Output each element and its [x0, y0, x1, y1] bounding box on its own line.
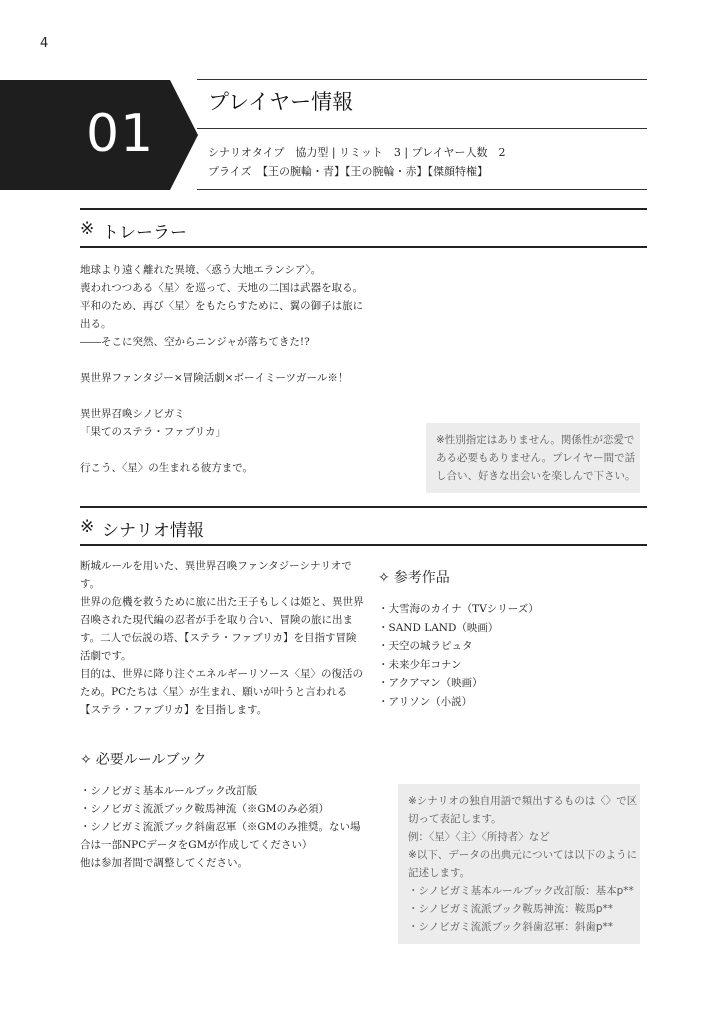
trailer-line: 異世界召喚シノビガミ [80, 408, 185, 420]
references-heading [378, 567, 450, 587]
trailer-text [80, 261, 363, 477]
trailer-line: 「果てのステラ・ファブリカ」 [80, 426, 227, 438]
scenario-line: す。二人で伝説の塔、【ステラ・ファブリカ】を目指す冒険 [80, 632, 357, 644]
prize-meta: プライズ 【王の腕輪・青】【王の腕輪・赤】【傑顔特権】 [208, 165, 489, 178]
scenario-line: 世界の危機を救うために旅に出た王子もしくは姫と、異世界 [80, 596, 364, 608]
note-line: 切って表記します。 [408, 813, 502, 825]
gender-note-box [426, 423, 640, 493]
reference-item: ・未来少年コナン [378, 658, 462, 671]
rulebooks-heading [80, 749, 206, 769]
scenario-line: 召喚された現代編の忍者が手を取り合い、冒険の旅に出ま [80, 614, 353, 626]
note-line: 例：〈星〉〈主〉〈所持者〉など [408, 831, 550, 843]
note-line: し合い、好きな出会いを楽しんで下さい。 [436, 470, 636, 482]
note-line: ・シノビガミ流派ブック斜歯忍軍：斜歯p** [408, 921, 614, 933]
rulebooks-heading-label: 必要ルールブック [95, 752, 207, 768]
scenario-line: 目的は、世界に降り注ぐエネルギーリソース〈星〉の復活の [80, 668, 363, 680]
chapter-number: 01 [86, 104, 155, 164]
scenario-text [80, 557, 364, 719]
note-line: 記述します。 [408, 867, 471, 879]
blank-line [80, 441, 363, 459]
rulebooks-text [80, 782, 360, 872]
scenario-heading-label: シナリオ情報 [102, 521, 204, 541]
note-line: ある必要もありません。プレイヤー間で話 [436, 452, 636, 464]
kome-mark-icon: ※ [80, 219, 95, 239]
reference-item: ・SAND LAND（映画） [378, 621, 499, 634]
scenario-line: 【ステラ・ファブリカ】を目指します。 [80, 704, 268, 716]
references-list [378, 600, 539, 711]
kome-mark-icon: ※ [80, 517, 95, 537]
references-heading-label: 参考作品 [393, 570, 450, 586]
trailer-heading-label: トレーラー [102, 223, 187, 243]
trailer-heading [80, 208, 647, 248]
rulebook-line: ・シノビガミ基本ルールブック改訂版 [80, 785, 258, 797]
scenario-line: す。 [80, 578, 101, 590]
trailer-line: 平和のため、再び〈星〉をもたらすために、翼の御子は旅に [80, 300, 364, 312]
scenario-line: ため。PCたちは〈星〉が生まれ、願いが叶うと言われる [80, 686, 348, 698]
sparkle-icon: ✧ [80, 752, 92, 768]
rulebook-line: 合は一部NPCデータをGMが作成してください） [80, 839, 313, 851]
scenario-meta: シナリオタイプ 協力型 | リミット 3 | プレイヤー人数 2 [208, 146, 506, 159]
blank-line [80, 387, 363, 405]
title-rule-top [197, 79, 647, 80]
reference-item: ・アクアマン（映画） [378, 677, 483, 689]
reference-item: ・大雪海のカイナ（TVシリーズ） [378, 603, 539, 615]
trailer-line: 行こう、〈星〉の生まれる彼方まで。 [80, 462, 254, 474]
scenario-line: 活劇です。 [80, 650, 132, 662]
scenario-line: 断城ルールを用いた、異世界召喚ファンタジーシナリオで [80, 560, 352, 572]
title-rule-middle [197, 128, 647, 129]
sparkle-icon: ✧ [378, 570, 390, 586]
page-title: プレイヤー情報 [208, 90, 354, 114]
title-rule-bottom [197, 189, 647, 190]
scenario-heading [80, 506, 647, 546]
note-line: ※以下、データの出典元については以下のように [408, 849, 638, 861]
note-line: ・シノビガミ基本ルールブック改訂版：基本p** [408, 885, 634, 897]
trailer-line: 喪われつつある〈星〉を巡って、天地の二国は武器を取る。 [80, 282, 364, 294]
page-number: 4 [40, 36, 49, 51]
rulebook-line: ・シノビガミ流派ブック斜歯忍軍（※GMのみ推奨。ない場 [80, 821, 361, 833]
note-line: ※性別指定はありません。関係性が恋愛で [436, 434, 635, 446]
note-line: ・シノビガミ流派ブック鞍馬神流：鞍馬p** [408, 903, 614, 915]
reference-item: ・天空の城ラピュタ [378, 640, 473, 652]
reference-item: ・アリソン（小説） [378, 695, 473, 708]
rulebook-line: 他は参加者間で調整してください。 [80, 857, 248, 869]
trailer-line: 地球より遠く離れた異境、〈惑う大地エランシア〉。 [80, 264, 322, 276]
rulebook-line: ・シノビガミ流派ブック鞍馬神流（※GMのみ必須） [80, 803, 329, 815]
trailer-line: 出る。 [80, 318, 112, 330]
trailer-line: 異世界ファンタジー×冒険活劇×ボーイミーツガール※！ [80, 372, 349, 384]
terminology-note-box [398, 784, 640, 944]
trailer-line: ――そこに突然、空からニンジャが落ちてきた!? [80, 336, 310, 348]
blank-line [80, 351, 363, 369]
note-line: ※シナリオの独自用語で頻出するものは〈〉で区 [408, 795, 638, 807]
